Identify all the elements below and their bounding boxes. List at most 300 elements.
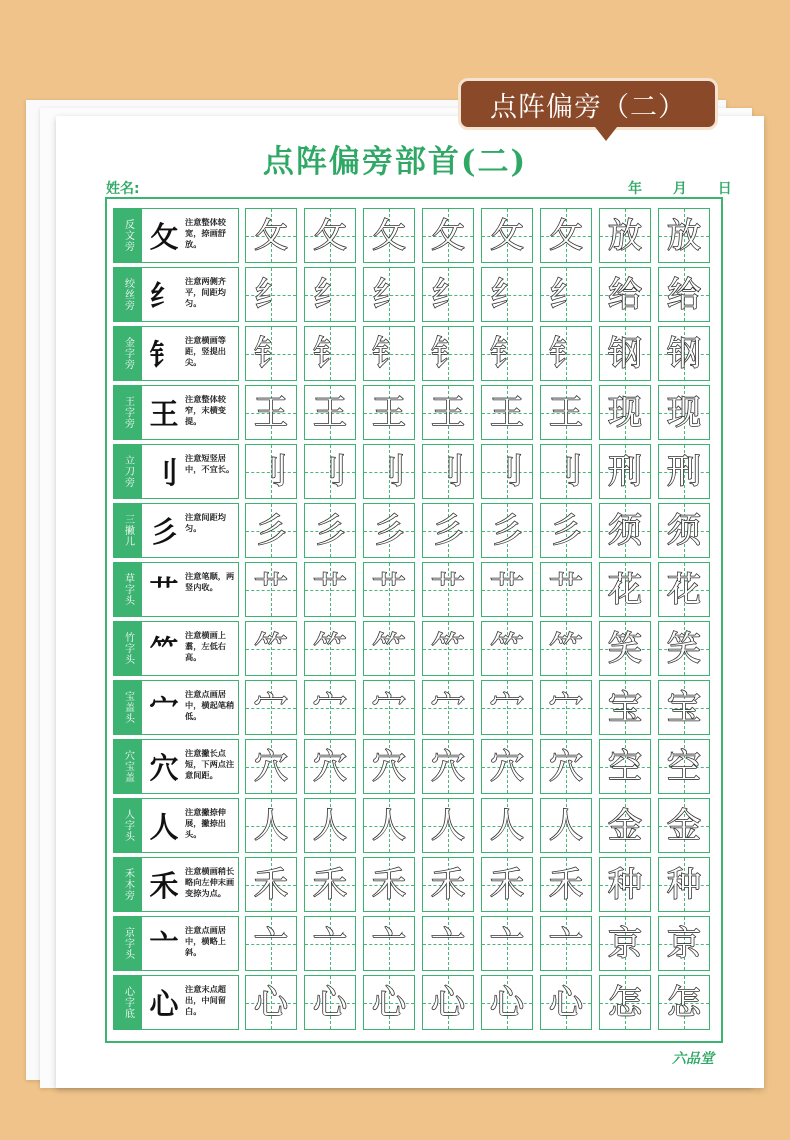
dotted-trace-character: 现	[667, 392, 701, 433]
trace-cell-radical[interactable]	[245, 857, 297, 912]
writing-tip: 注意整体较宽，捺画舒放。	[185, 217, 226, 249]
dotted-trace-character: 花	[667, 569, 701, 610]
trace-cell-radical[interactable]	[481, 562, 533, 617]
dotted-trace-character: 钢	[667, 333, 701, 374]
dotted-trace-character: 钅	[490, 333, 524, 374]
trace-cell-example[interactable]	[599, 267, 651, 322]
writing-tip: 注意横画上翥，左低右高。	[185, 630, 226, 662]
trace-cell-radical[interactable]	[245, 444, 297, 499]
trace-cell-example[interactable]	[599, 503, 651, 558]
trace-cell-radical[interactable]	[481, 739, 533, 794]
radical-label-cell	[113, 326, 239, 381]
trace-cell-radical[interactable]	[245, 916, 297, 971]
dotted-trace-character: 彡	[372, 510, 406, 551]
dotted-trace-character: 王	[254, 392, 288, 433]
dotted-trace-character: 刂	[431, 451, 465, 492]
dotted-trace-character: 钅	[549, 333, 583, 374]
dotted-trace-character: 禾	[254, 864, 288, 905]
radical-name: 宝盖头	[114, 681, 142, 734]
trace-cell-radical[interactable]	[304, 326, 356, 381]
trace-cell-example[interactable]	[599, 562, 651, 617]
dotted-trace-character: 钅	[313, 333, 347, 374]
trace-cell-radical[interactable]	[481, 385, 533, 440]
trace-cell-example[interactable]	[599, 916, 651, 971]
trace-cell-radical[interactable]	[422, 798, 474, 853]
radical-label-cell	[113, 208, 239, 263]
radical-name: 立刀旁	[114, 445, 142, 498]
dotted-trace-character: 穴	[372, 746, 406, 787]
trace-cell-example[interactable]	[658, 857, 710, 912]
dotted-trace-character: 亠	[549, 923, 583, 964]
trace-cell-radical[interactable]	[245, 739, 297, 794]
trace-cell-radical[interactable]	[245, 621, 297, 676]
radical-name: 竹字头	[114, 622, 142, 675]
trace-cell-radical[interactable]	[245, 975, 297, 1030]
dotted-trace-character: 禾	[431, 864, 465, 905]
radical-label-cell	[113, 916, 239, 971]
year-label: 年	[628, 181, 642, 197]
dotted-trace-character: 宝	[608, 687, 642, 728]
dotted-trace-character: 纟	[372, 274, 406, 315]
radical-label-cell	[113, 267, 239, 322]
radical-label-cell	[113, 857, 239, 912]
trace-cell-radical[interactable]	[245, 208, 297, 263]
dotted-trace-character: 人	[549, 805, 583, 846]
dotted-trace-character: ⺮	[372, 628, 406, 669]
trace-cell-radical[interactable]	[363, 385, 415, 440]
dotted-trace-character: 亠	[313, 923, 347, 964]
dotted-trace-character: 钅	[254, 333, 288, 374]
trace-cell-radical[interactable]	[540, 503, 592, 558]
trace-cell-radical[interactable]	[363, 798, 415, 853]
dotted-trace-character: 攵	[431, 215, 465, 256]
dotted-trace-character: 钅	[431, 333, 465, 374]
dotted-trace-character: 彡	[490, 510, 524, 551]
writing-tip: 注意撇长点短，下两点注意间距。	[185, 748, 235, 780]
trace-cell-radical[interactable]	[540, 562, 592, 617]
dotted-trace-character: 京	[667, 923, 701, 964]
dotted-trace-character: 纟	[313, 274, 347, 315]
dotted-trace-character: 刂	[490, 451, 524, 492]
trace-cell-radical[interactable]	[304, 739, 356, 794]
dotted-trace-character: 穴	[431, 746, 465, 787]
trace-cell-radical[interactable]	[304, 208, 356, 263]
trace-cell-radical[interactable]	[481, 975, 533, 1030]
radical-name: 金字旁	[114, 327, 142, 380]
trace-cell-radical[interactable]	[363, 503, 415, 558]
trace-cell-radical[interactable]	[540, 385, 592, 440]
dotted-trace-character: 王	[372, 392, 406, 433]
practice-row	[113, 975, 717, 1030]
trace-cell-radical[interactable]	[481, 857, 533, 912]
dotted-trace-character: 宀	[313, 687, 347, 728]
radical-name: 人字头	[114, 799, 142, 852]
trace-cell-radical[interactable]	[363, 444, 415, 499]
practice-row	[113, 503, 717, 558]
dotted-trace-character: 须	[608, 510, 642, 551]
writing-tip: 注意整体较窄，末横变提。	[185, 394, 226, 426]
dotted-trace-character: 花	[608, 569, 642, 610]
dotted-trace-character: 亠	[431, 923, 465, 964]
trace-cell-radical[interactable]	[304, 916, 356, 971]
radical-sample: 亠	[149, 928, 179, 962]
trace-cell-example[interactable]	[599, 680, 651, 735]
radical-sample: 彡	[149, 515, 179, 549]
dotted-trace-character: 王	[313, 392, 347, 433]
trace-cell-example[interactable]	[658, 444, 710, 499]
trace-cell-radical[interactable]	[422, 208, 474, 263]
trace-cell-radical[interactable]	[363, 267, 415, 322]
writing-tip: 注意间距均匀。	[185, 512, 226, 533]
radical-name: 穴宝盖	[114, 740, 142, 793]
trace-cell-radical[interactable]	[363, 680, 415, 735]
dotted-trace-character: 人	[313, 805, 347, 846]
dotted-trace-character: ⺮	[431, 628, 465, 669]
dotted-trace-character: 攵	[313, 215, 347, 256]
trace-cell-radical[interactable]	[481, 326, 533, 381]
dotted-trace-character: 彡	[254, 510, 288, 551]
trace-cell-radical[interactable]	[540, 798, 592, 853]
dotted-trace-character: 王	[490, 392, 524, 433]
trace-cell-radical[interactable]	[540, 857, 592, 912]
dotted-trace-character: 王	[549, 392, 583, 433]
dotted-trace-character: 种	[608, 864, 642, 905]
dotted-trace-character: 彡	[549, 510, 583, 551]
trace-cell-radical[interactable]	[363, 562, 415, 617]
date-label	[628, 178, 732, 198]
trace-cell-example[interactable]	[658, 562, 710, 617]
dotted-trace-character: 攵	[372, 215, 406, 256]
dotted-trace-character: 刑	[667, 451, 701, 492]
trace-cell-radical[interactable]	[304, 975, 356, 1030]
trace-cell-radical[interactable]	[481, 444, 533, 499]
dotted-trace-character: 纟	[490, 274, 524, 315]
trace-cell-radical[interactable]	[245, 503, 297, 558]
dotted-trace-character: 攵	[549, 215, 583, 256]
radical-sample: 钅	[149, 338, 179, 372]
dotted-trace-character: 刂	[313, 451, 347, 492]
radical-sample: 禾	[149, 869, 179, 903]
writing-tip: 注意笔顺，两竖内收。	[185, 571, 235, 592]
dotted-trace-character: 放	[667, 215, 701, 256]
dotted-trace-character: 现	[608, 392, 642, 433]
dotted-trace-character: 京	[608, 923, 642, 964]
practice-row	[113, 621, 717, 676]
dotted-trace-character: 宀	[431, 687, 465, 728]
day-label: 日	[717, 181, 732, 197]
dotted-trace-character: 穴	[313, 746, 347, 787]
trace-cell-radical[interactable]	[422, 326, 474, 381]
practice-row	[113, 267, 717, 322]
trace-cell-example[interactable]	[599, 798, 651, 853]
radical-name: 禾木旁	[114, 858, 142, 911]
dotted-trace-character: 穴	[549, 746, 583, 787]
radical-label-cell	[113, 621, 239, 676]
trace-cell-radical[interactable]	[363, 739, 415, 794]
dotted-trace-character: 宀	[254, 687, 288, 728]
practice-row	[113, 444, 717, 499]
trace-cell-radical[interactable]	[304, 798, 356, 853]
trace-cell-example[interactable]	[599, 208, 651, 263]
dotted-trace-character: 彡	[431, 510, 465, 551]
radical-name: 心字底	[114, 976, 142, 1029]
trace-cell-radical[interactable]	[245, 385, 297, 440]
trace-cell-radical[interactable]	[422, 444, 474, 499]
dotted-trace-character: 给	[608, 274, 642, 315]
dotted-trace-character: 亠	[490, 923, 524, 964]
dotted-trace-character: 人	[431, 805, 465, 846]
trace-cell-radical[interactable]	[363, 208, 415, 263]
trace-cell-radical[interactable]	[304, 385, 356, 440]
trace-cell-radical[interactable]	[422, 621, 474, 676]
dotted-trace-character: 金	[667, 805, 701, 846]
trace-cell-radical[interactable]	[422, 680, 474, 735]
dotted-trace-character: 亠	[372, 923, 406, 964]
practice-row	[113, 916, 717, 971]
trace-cell-radical[interactable]	[304, 680, 356, 735]
dotted-trace-character: 艹	[372, 569, 406, 610]
dotted-trace-character: 攵	[490, 215, 524, 256]
trace-cell-radical[interactable]	[304, 267, 356, 322]
trace-cell-radical[interactable]	[540, 208, 592, 263]
dotted-trace-character: ⺮	[254, 628, 288, 669]
writing-tip: 注意两侧齐平，间距均匀。	[185, 276, 226, 308]
trace-cell-radical[interactable]	[540, 444, 592, 499]
dotted-trace-character: 艹	[313, 569, 347, 610]
radical-sample: 攵	[149, 220, 179, 254]
trace-cell-example[interactable]	[658, 267, 710, 322]
trace-cell-example[interactable]	[658, 739, 710, 794]
writing-tip: 注意横画稍长略向左伸末画变捺为点。	[185, 866, 235, 898]
dotted-trace-character: 人	[372, 805, 406, 846]
dotted-trace-character: 亠	[254, 923, 288, 964]
radical-sample: 艹	[149, 574, 179, 608]
dotted-trace-character: 心	[549, 982, 583, 1023]
radical-name: 草字头	[114, 563, 142, 616]
trace-cell-radical[interactable]	[422, 562, 474, 617]
radical-name: 绞丝旁	[114, 268, 142, 321]
trace-cell-radical[interactable]	[245, 326, 297, 381]
dotted-trace-character: 放	[608, 215, 642, 256]
trace-cell-radical[interactable]	[540, 739, 592, 794]
brand-logo: 六品堂	[672, 1051, 714, 1067]
dotted-trace-character: 怎	[667, 982, 701, 1023]
dotted-trace-character: 宝	[667, 687, 701, 728]
dotted-trace-character: 刂	[549, 451, 583, 492]
dotted-trace-character: 给	[667, 274, 701, 315]
trace-cell-radical[interactable]	[304, 621, 356, 676]
trace-cell-radical[interactable]	[540, 680, 592, 735]
dotted-trace-character: 宀	[372, 687, 406, 728]
radical-sample: 刂	[149, 456, 179, 490]
radical-name: 反文旁	[114, 209, 142, 262]
trace-cell-radical[interactable]	[363, 326, 415, 381]
dotted-trace-character: 禾	[372, 864, 406, 905]
trace-cell-radical[interactable]	[422, 739, 474, 794]
dotted-trace-character: 宀	[549, 687, 583, 728]
trace-cell-example[interactable]	[658, 621, 710, 676]
dotted-trace-character: 攵	[254, 215, 288, 256]
practice-row	[113, 739, 717, 794]
trace-cell-radical[interactable]	[540, 326, 592, 381]
radical-sample: 王	[149, 397, 179, 431]
page-title: 点阵偏旁部首(二)	[262, 144, 528, 180]
radical-label-cell	[113, 385, 239, 440]
dotted-trace-character: 艹	[490, 569, 524, 610]
trace-cell-example[interactable]	[658, 208, 710, 263]
trace-cell-radical[interactable]	[422, 267, 474, 322]
writing-tip: 注意横画等距，竖提出尖。	[185, 335, 226, 367]
trace-cell-radical[interactable]	[481, 621, 533, 676]
trace-cell-example[interactable]	[599, 857, 651, 912]
name-label: 姓名:	[106, 181, 140, 197]
trace-cell-radical[interactable]	[245, 267, 297, 322]
banner-label: 点阵偏旁（二）	[458, 78, 718, 130]
dotted-trace-character: ⺮	[313, 628, 347, 669]
trace-cell-example[interactable]	[658, 503, 710, 558]
trace-cell-radical[interactable]	[363, 975, 415, 1030]
trace-cell-radical[interactable]	[422, 857, 474, 912]
trace-cell-example[interactable]	[599, 621, 651, 676]
trace-cell-example[interactable]	[658, 680, 710, 735]
dotted-trace-character: ⺮	[490, 628, 524, 669]
practice-row	[113, 857, 717, 912]
radical-sample: 纟	[149, 279, 179, 313]
dotted-trace-character: 纟	[431, 274, 465, 315]
dotted-trace-character: 怎	[608, 982, 642, 1023]
dotted-trace-character: 心	[431, 982, 465, 1023]
trace-cell-radical[interactable]	[422, 975, 474, 1030]
trace-cell-radical[interactable]	[245, 798, 297, 853]
writing-tip: 注意点画居中，横起笔稍低。	[185, 689, 235, 721]
dotted-trace-character: 纟	[549, 274, 583, 315]
dotted-trace-character: 心	[490, 982, 524, 1023]
dotted-trace-character: 刑	[608, 451, 642, 492]
dotted-trace-character: 禾	[549, 864, 583, 905]
dotted-trace-character: 人	[254, 805, 288, 846]
practice-row	[113, 562, 717, 617]
dotted-trace-character: 笑	[608, 628, 642, 669]
trace-cell-radical[interactable]	[304, 444, 356, 499]
dotted-trace-character: 空	[667, 746, 701, 787]
writing-tip: 注意末点超出，中间留白。	[185, 984, 226, 1016]
dotted-trace-character: 空	[608, 746, 642, 787]
dotted-trace-character: 心	[254, 982, 288, 1023]
dotted-trace-character: 心	[372, 982, 406, 1023]
trace-cell-radical[interactable]	[540, 267, 592, 322]
dotted-trace-character: 王	[431, 392, 465, 433]
trace-cell-radical[interactable]	[304, 503, 356, 558]
trace-cell-radical[interactable]	[540, 621, 592, 676]
dotted-trace-character: 彡	[313, 510, 347, 551]
trace-cell-radical[interactable]	[422, 385, 474, 440]
radical-label-cell	[113, 444, 239, 499]
trace-cell-radical[interactable]	[422, 916, 474, 971]
writing-tip: 注意点画居中，横略上斜。	[185, 925, 226, 957]
dotted-trace-character: 刂	[372, 451, 406, 492]
trace-cell-example[interactable]	[658, 916, 710, 971]
dotted-trace-character: 宀	[490, 687, 524, 728]
radical-label-cell	[113, 562, 239, 617]
trace-cell-example[interactable]	[599, 975, 651, 1030]
radical-sample: 人	[149, 810, 179, 844]
month-label: 月	[672, 181, 687, 197]
trace-cell-example[interactable]	[658, 798, 710, 853]
practice-row	[113, 326, 717, 381]
writing-tip: 注意短竖居中，不宜长。	[185, 453, 235, 474]
trace-cell-radical[interactable]	[245, 680, 297, 735]
radical-name: 王字旁	[114, 386, 142, 439]
dotted-trace-character: 金	[608, 805, 642, 846]
trace-cell-example[interactable]	[599, 444, 651, 499]
practice-row	[113, 680, 717, 735]
practice-row	[113, 208, 717, 263]
trace-cell-radical[interactable]	[363, 857, 415, 912]
trace-cell-radical[interactable]	[481, 680, 533, 735]
dotted-trace-character: 禾	[490, 864, 524, 905]
dotted-trace-character: 心	[313, 982, 347, 1023]
trace-cell-radical[interactable]	[481, 503, 533, 558]
trace-cell-radical[interactable]	[540, 975, 592, 1030]
dotted-trace-character: 种	[667, 864, 701, 905]
trace-cell-radical[interactable]	[481, 267, 533, 322]
dotted-trace-character: 禾	[313, 864, 347, 905]
trace-cell-radical[interactable]	[422, 503, 474, 558]
radical-label-cell	[113, 503, 239, 558]
dotted-trace-character: 纟	[254, 274, 288, 315]
trace-cell-radical[interactable]	[304, 562, 356, 617]
radical-name: 京字头	[114, 917, 142, 970]
radical-label-cell	[113, 975, 239, 1030]
radical-sample: 宀	[149, 692, 179, 726]
trace-cell-radical[interactable]	[481, 916, 533, 971]
trace-cell-example[interactable]	[599, 739, 651, 794]
trace-cell-radical[interactable]	[363, 916, 415, 971]
trace-cell-example[interactable]	[599, 326, 651, 381]
trace-cell-radical[interactable]	[481, 798, 533, 853]
practice-row	[113, 385, 717, 440]
trace-cell-radical[interactable]	[481, 208, 533, 263]
trace-cell-radical[interactable]	[304, 857, 356, 912]
dotted-trace-character: 艹	[254, 569, 288, 610]
radical-label-cell	[113, 680, 239, 735]
dotted-trace-character: 钢	[608, 333, 642, 374]
practice-row	[113, 798, 717, 853]
trace-cell-example[interactable]	[658, 326, 710, 381]
radical-sample: 心	[149, 987, 179, 1021]
radical-sample: ⺮	[149, 633, 179, 667]
trace-cell-example[interactable]	[658, 385, 710, 440]
dotted-trace-character: 刂	[254, 451, 288, 492]
dotted-trace-character: 艹	[431, 569, 465, 610]
radical-label-cell	[113, 739, 239, 794]
trace-cell-radical[interactable]	[245, 562, 297, 617]
radical-name: 三撇儿	[114, 504, 142, 557]
trace-cell-radical[interactable]	[363, 621, 415, 676]
dotted-trace-character: 钅	[372, 333, 406, 374]
dotted-trace-character: 艹	[549, 569, 583, 610]
dotted-trace-character: 穴	[490, 746, 524, 787]
writing-tip: 注意撇捺伸展，撇捺出头。	[185, 807, 226, 839]
trace-cell-radical[interactable]	[540, 916, 592, 971]
dotted-trace-character: 人	[490, 805, 524, 846]
dotted-trace-character: 穴	[254, 746, 288, 787]
trace-cell-example[interactable]	[658, 975, 710, 1030]
radical-sample: 穴	[149, 751, 179, 785]
dotted-trace-character: 须	[667, 510, 701, 551]
radical-label-cell	[113, 798, 239, 853]
trace-cell-example[interactable]	[599, 385, 651, 440]
